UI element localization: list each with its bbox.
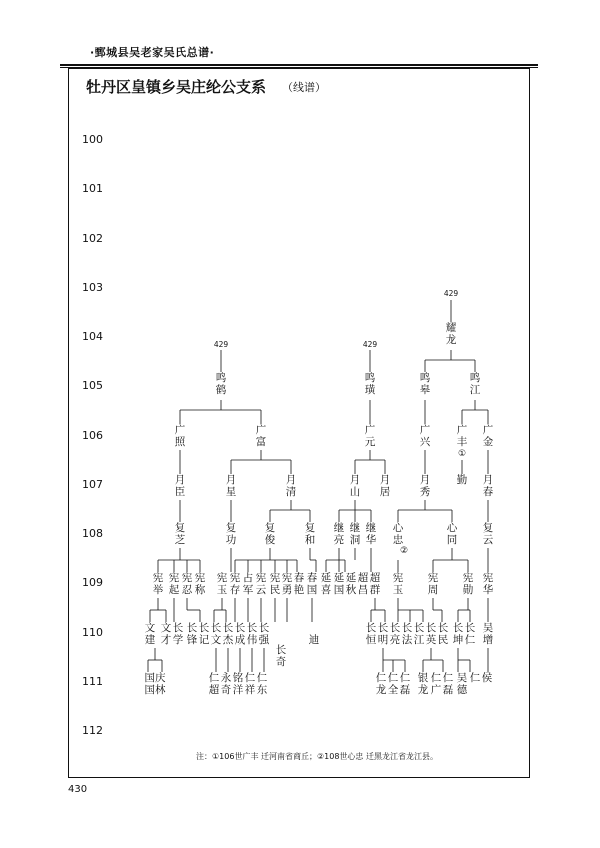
generation-label: 111	[82, 675, 103, 688]
svg-text:星: 星	[225, 486, 237, 498]
svg-text:洞: 洞	[349, 534, 361, 546]
svg-text:广: 广	[364, 424, 376, 436]
svg-text:仁: 仁	[430, 672, 442, 684]
person-name	[145, 622, 156, 646]
person-name: 勤	[456, 474, 468, 486]
svg-text:云: 云	[255, 584, 267, 596]
svg-text:宪: 宪	[194, 572, 206, 584]
person-name	[226, 474, 237, 498]
svg-text:宪: 宪	[392, 572, 404, 584]
person-name	[175, 521, 186, 546]
person-name	[256, 571, 267, 596]
svg-text:长: 长	[246, 622, 258, 634]
svg-text:起: 起	[168, 584, 180, 596]
svg-text:玉: 玉	[392, 584, 404, 596]
svg-text:亮: 亮	[333, 534, 345, 546]
person-name	[366, 622, 377, 646]
svg-text:国: 国	[333, 584, 345, 596]
person-name	[400, 671, 411, 696]
svg-text:存: 存	[229, 584, 241, 596]
svg-text:兴: 兴	[419, 436, 431, 448]
person-name	[286, 474, 297, 498]
person-name	[270, 571, 281, 596]
person-name	[420, 474, 431, 498]
ref-number: 429	[213, 340, 229, 349]
generation-label: 112	[82, 724, 103, 737]
ref-number: 429	[362, 340, 378, 349]
svg-text:坤: 坤	[452, 634, 464, 646]
svg-text:广: 广	[174, 424, 186, 436]
person-name	[443, 671, 454, 696]
svg-text:成: 成	[234, 634, 246, 646]
svg-text:仁: 仁	[387, 672, 399, 684]
person-name	[457, 423, 468, 448]
svg-text:月: 月	[174, 474, 186, 486]
svg-text:广: 广	[419, 424, 431, 436]
person-name	[483, 571, 494, 596]
person-name	[195, 571, 206, 596]
person-name	[294, 571, 305, 596]
svg-text:延: 延	[333, 572, 345, 584]
person-name: 迪	[308, 634, 320, 646]
svg-text:超: 超	[369, 572, 381, 584]
svg-text:昌: 昌	[357, 584, 369, 596]
svg-text:丰: 丰	[456, 436, 468, 448]
svg-text:臣: 臣	[174, 486, 186, 498]
svg-text:广: 广	[482, 424, 494, 436]
svg-text:举: 举	[152, 584, 164, 596]
generation-label: 110	[82, 626, 103, 639]
svg-text:仁: 仁	[442, 672, 454, 684]
person-name	[426, 622, 437, 646]
svg-text:周: 周	[427, 584, 439, 596]
page-subtitle: （线谱）	[282, 81, 326, 94]
svg-text:广: 广	[456, 424, 468, 436]
person-name	[350, 474, 361, 498]
svg-text:超: 超	[208, 684, 220, 696]
svg-text:东: 东	[256, 684, 268, 696]
person-name	[169, 571, 180, 596]
generation-label: 108	[82, 527, 103, 540]
person-name	[247, 622, 258, 646]
person-name	[216, 371, 227, 396]
person-name	[226, 521, 237, 546]
svg-text:同: 同	[446, 534, 458, 546]
svg-text:永: 永	[220, 672, 232, 684]
person-name: 国林	[144, 684, 166, 696]
generation-label: 103	[82, 281, 103, 294]
svg-text:忍: 忍	[181, 584, 193, 596]
svg-text:照: 照	[174, 436, 186, 448]
generation-label: 101	[82, 182, 103, 195]
svg-text:心: 心	[446, 522, 458, 534]
person-name	[390, 622, 401, 646]
person-name	[428, 571, 439, 596]
svg-text:勋: 勋	[462, 584, 474, 596]
svg-text:月: 月	[349, 474, 361, 486]
svg-text:鸣: 鸣	[469, 372, 481, 384]
svg-text:山: 山	[349, 486, 361, 498]
svg-text:长: 长	[452, 622, 464, 634]
svg-text:长: 长	[437, 622, 449, 634]
svg-text:长: 长	[234, 622, 246, 634]
svg-text:长: 长	[401, 622, 413, 634]
svg-text:锋: 锋	[186, 634, 198, 646]
svg-text:全: 全	[387, 684, 399, 696]
generation-label: 107	[82, 478, 103, 491]
svg-text:吴: 吴	[482, 622, 494, 634]
person-name	[380, 474, 391, 498]
svg-text:龙: 龙	[445, 334, 457, 346]
person-name	[420, 423, 431, 448]
svg-text:祥: 祥	[244, 684, 256, 696]
person-name	[447, 522, 458, 546]
person-name	[470, 371, 481, 396]
svg-text:月: 月	[482, 474, 494, 486]
svg-text:磊: 磊	[399, 684, 411, 696]
ref-number: 429	[443, 289, 459, 298]
svg-text:长: 长	[389, 622, 401, 634]
person-name	[153, 571, 164, 596]
svg-text:秀: 秀	[419, 486, 431, 498]
svg-text:增: 增	[482, 634, 494, 646]
person-name	[418, 671, 429, 696]
svg-text:宪: 宪	[168, 572, 180, 584]
svg-text:广: 广	[430, 684, 442, 696]
svg-text:鸣: 鸣	[215, 372, 227, 384]
person-name	[187, 622, 198, 646]
svg-text:宪: 宪	[216, 572, 228, 584]
svg-text:心: 心	[392, 522, 404, 534]
person-name	[265, 521, 276, 546]
svg-text:宪: 宪	[229, 572, 241, 584]
svg-text:长: 长	[198, 622, 210, 634]
person-name	[358, 571, 369, 596]
person-name	[259, 622, 270, 646]
svg-text:仁: 仁	[375, 672, 387, 684]
svg-text:吴: 吴	[456, 672, 468, 684]
svg-text:华: 华	[365, 534, 377, 546]
svg-text:洋: 洋	[232, 684, 244, 696]
person-name: 侯	[481, 672, 493, 684]
svg-text:芝: 芝	[174, 534, 186, 546]
svg-text:宪: 宪	[281, 572, 293, 584]
svg-text:宪: 宪	[152, 572, 164, 584]
svg-text:法: 法	[401, 634, 413, 646]
generation-label: 104	[82, 330, 103, 343]
svg-text:仁: 仁	[464, 634, 476, 646]
svg-text:奇: 奇	[220, 684, 232, 696]
person-name	[307, 571, 318, 596]
person-name	[366, 521, 377, 546]
svg-text:春: 春	[293, 572, 305, 584]
svg-text:秋: 秋	[345, 584, 357, 596]
svg-text:文: 文	[160, 622, 172, 634]
person-name	[175, 474, 186, 498]
svg-text:复: 复	[225, 522, 237, 534]
svg-text:长: 长	[210, 622, 222, 634]
svg-text:复: 复	[482, 522, 494, 534]
footnote-marker: ②	[399, 546, 409, 556]
svg-text:月: 月	[379, 474, 391, 486]
person-name	[350, 521, 361, 546]
svg-text:富: 富	[255, 436, 267, 448]
svg-text:才: 才	[160, 634, 172, 646]
person-name	[378, 622, 389, 646]
svg-text:仁: 仁	[208, 672, 220, 684]
generation-label: 106	[82, 429, 103, 442]
person-name	[388, 671, 399, 696]
person-name	[334, 571, 345, 596]
person-name	[230, 571, 241, 596]
svg-text:长: 长	[377, 622, 389, 634]
svg-text:皋: 皋	[419, 384, 431, 396]
svg-text:铭: 铭	[232, 672, 244, 684]
svg-text:广: 广	[255, 424, 267, 436]
person-name	[161, 622, 172, 646]
person-name	[365, 371, 376, 396]
person-name	[438, 622, 449, 646]
svg-text:艳: 艳	[293, 584, 305, 596]
person-name	[321, 571, 332, 596]
person-name	[233, 671, 244, 696]
page-number: 430	[68, 784, 88, 795]
svg-text:超: 超	[357, 572, 369, 584]
svg-text:俊: 俊	[264, 534, 276, 546]
svg-text:月: 月	[285, 474, 297, 486]
person-name	[217, 571, 228, 596]
generation-label: 105	[82, 379, 103, 392]
person-name	[257, 671, 268, 696]
svg-text:春: 春	[482, 486, 494, 498]
svg-text:军: 军	[242, 584, 254, 596]
person-name	[276, 644, 287, 668]
svg-text:居: 居	[379, 486, 391, 498]
person-name	[346, 571, 357, 596]
svg-text:宪: 宪	[482, 572, 494, 584]
svg-text:长: 长	[464, 622, 476, 634]
svg-text:国: 国	[306, 584, 318, 596]
footnote: 注：①106世广丰 迁河南省商丘；②108世心忠 迁黑龙江省龙江县。	[196, 752, 438, 761]
svg-text:江: 江	[413, 634, 425, 646]
svg-text:勇: 勇	[281, 584, 293, 596]
svg-text:月: 月	[419, 474, 431, 486]
person-name	[453, 622, 464, 646]
svg-text:继: 继	[349, 522, 361, 534]
svg-text:伟: 伟	[246, 634, 258, 646]
svg-text:江: 江	[469, 384, 481, 396]
person-name	[483, 423, 494, 448]
svg-text:春: 春	[306, 572, 318, 584]
svg-text:长: 长	[258, 622, 270, 634]
person-name	[305, 521, 316, 546]
svg-text:继: 继	[365, 522, 377, 534]
svg-text:建: 建	[144, 634, 156, 646]
svg-text:文: 文	[210, 634, 222, 646]
svg-text:银: 银	[417, 672, 429, 684]
svg-text:宪: 宪	[181, 572, 193, 584]
svg-text:复: 复	[264, 522, 276, 534]
person-name	[235, 622, 246, 646]
svg-text:民: 民	[437, 634, 449, 646]
svg-text:宪: 宪	[269, 572, 281, 584]
person-name	[402, 622, 413, 646]
person-name	[334, 521, 345, 546]
svg-text:鸣: 鸣	[419, 372, 431, 384]
svg-text:龙: 龙	[375, 684, 387, 696]
svg-text:学: 学	[172, 634, 184, 646]
person-name: 仁	[469, 672, 481, 684]
svg-text:龙: 龙	[417, 684, 429, 696]
svg-text:长: 长	[275, 644, 287, 656]
person-name	[465, 622, 476, 646]
person-name	[175, 423, 186, 448]
footnote-marker: ①	[457, 449, 467, 459]
svg-text:长: 长	[413, 622, 425, 634]
person-name	[223, 622, 234, 646]
generation-label: 100	[82, 133, 103, 146]
svg-text:仁: 仁	[399, 672, 411, 684]
svg-text:功: 功	[225, 534, 237, 546]
svg-text:长: 长	[222, 622, 234, 634]
svg-text:民: 民	[269, 584, 281, 596]
person-name	[282, 571, 293, 596]
person-name	[245, 671, 256, 696]
svg-text:复: 复	[174, 522, 186, 534]
svg-text:金: 金	[482, 436, 494, 448]
svg-text:云: 云	[482, 534, 494, 546]
person-name	[221, 672, 232, 696]
svg-text:长: 长	[365, 622, 377, 634]
person-name	[182, 571, 193, 596]
generation-label: 102	[82, 232, 103, 245]
svg-text:长: 长	[186, 622, 198, 634]
svg-text:延: 延	[345, 572, 357, 584]
svg-text:鹤: 鹤	[215, 384, 227, 396]
person-name	[243, 571, 254, 596]
svg-text:宪: 宪	[427, 572, 439, 584]
svg-text:仁: 仁	[256, 672, 268, 684]
svg-text:复: 复	[304, 522, 316, 534]
svg-text:长: 长	[425, 622, 437, 634]
person-name	[414, 622, 425, 646]
svg-text:仁: 仁	[244, 672, 256, 684]
svg-text:喜: 喜	[320, 584, 332, 596]
person-name	[483, 622, 494, 646]
person-name	[463, 571, 474, 596]
person-name	[376, 671, 387, 696]
svg-text:强: 强	[258, 634, 270, 646]
svg-text:清: 清	[285, 486, 297, 498]
svg-text:延: 延	[320, 572, 332, 584]
svg-text:玉: 玉	[216, 584, 228, 596]
svg-text:和: 和	[304, 534, 316, 546]
svg-text:宪: 宪	[255, 572, 267, 584]
svg-text:明: 明	[377, 634, 389, 646]
svg-text:鸣: 鸣	[364, 372, 376, 384]
person-name	[431, 671, 442, 696]
svg-text:磊: 磊	[442, 684, 454, 696]
person-name	[446, 321, 457, 346]
svg-text:宪: 宪	[462, 572, 474, 584]
person-name	[420, 371, 431, 396]
svg-text:英: 英	[425, 634, 437, 646]
person-name	[199, 622, 210, 646]
person-name	[457, 672, 468, 696]
svg-text:月: 月	[225, 474, 237, 486]
svg-text:德: 德	[456, 684, 468, 696]
svg-text:亮: 亮	[389, 634, 401, 646]
svg-text:继: 继	[333, 522, 345, 534]
svg-text:华: 华	[482, 584, 494, 596]
person-name	[393, 571, 404, 596]
person-name	[483, 521, 494, 546]
person-name: 国庆	[144, 672, 166, 684]
svg-text:记: 记	[198, 634, 210, 646]
svg-text:元: 元	[364, 436, 376, 448]
svg-text:耀: 耀	[445, 322, 457, 334]
svg-text:文: 文	[144, 622, 156, 634]
person-name	[370, 571, 381, 596]
svg-text:杰: 杰	[222, 634, 234, 646]
page-title: 牡丹区皇镇乡吴庄纶公支系	[86, 78, 267, 96]
book-header: ·鄄城县吴老家吴氏总谱·	[90, 46, 215, 59]
svg-text:称: 称	[194, 584, 206, 596]
generation-label: 109	[82, 576, 103, 589]
person-name	[483, 474, 494, 498]
svg-text:群: 群	[369, 584, 381, 596]
person-name	[211, 622, 222, 646]
svg-text:恒: 恒	[365, 634, 377, 646]
person-name	[256, 423, 267, 448]
svg-text:奇: 奇	[275, 656, 287, 668]
svg-text:璜: 璜	[364, 384, 376, 396]
svg-text:长: 长	[172, 622, 184, 634]
person-name	[393, 522, 404, 546]
person-name	[209, 671, 220, 696]
svg-text:忠: 忠	[392, 534, 404, 546]
person-name	[173, 622, 184, 646]
svg-text:占: 占	[242, 572, 254, 584]
person-name	[365, 423, 376, 448]
